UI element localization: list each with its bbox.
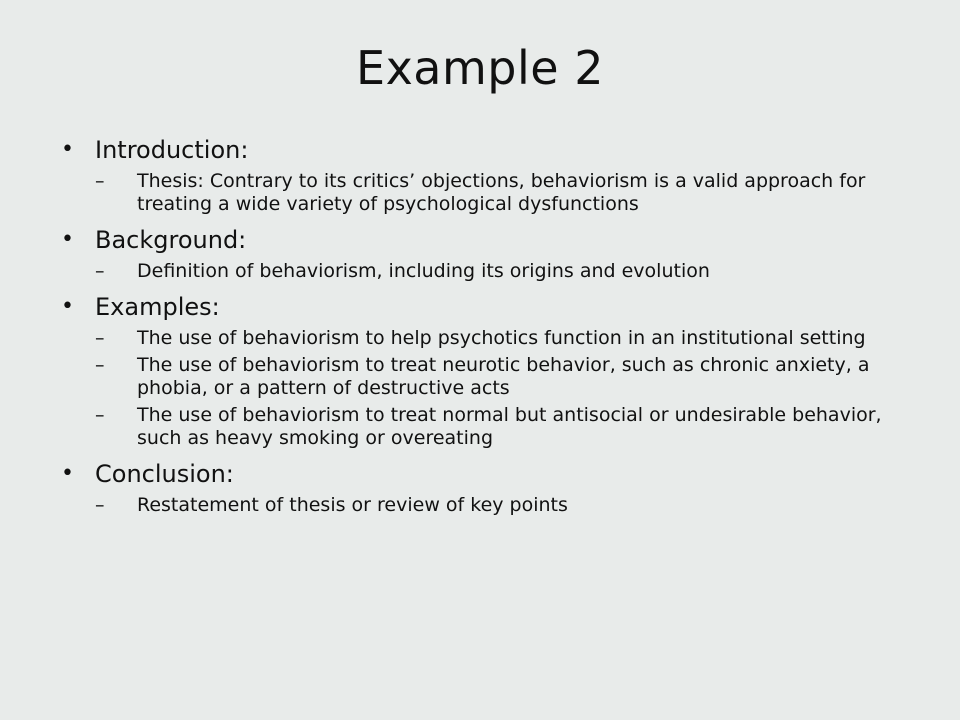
sub-item: [95, 404, 920, 450]
bullet-icon: •: [61, 227, 74, 252]
section-examples: [60, 289, 920, 450]
sub-item: [95, 327, 920, 350]
sub-item: [95, 170, 920, 216]
bullet-list: [60, 132, 920, 517]
section-heading: Conclusion:: [95, 460, 234, 488]
sub-item-text: The use of behaviorism to treat normal but antisocial or undesirable behavior, such as heavy smoking or overeating: [137, 404, 882, 449]
sub-item-text: The use of behaviorism to treat neurotic behavior, such as chronic anxiety, a phobia, or a pattern of destructive acts: [137, 354, 870, 399]
sub-list: [95, 494, 920, 517]
sub-item-text: Thesis: Contrary to its critics’ objections, behaviorism is a valid approach for treating a wide variety of psychological dysfunctions: [137, 170, 866, 215]
dash-icon: –: [95, 354, 105, 376]
dash-icon: –: [95, 260, 105, 282]
dash-icon: –: [95, 404, 105, 426]
section-introduction: [60, 132, 920, 216]
sub-list: [95, 327, 920, 450]
section-conclusion: [60, 456, 920, 517]
slide-body: [60, 132, 920, 523]
dash-icon: –: [95, 170, 105, 192]
sub-item: [95, 354, 920, 400]
bullet-icon: •: [61, 137, 74, 162]
sub-list: [95, 260, 920, 283]
sub-item-text: The use of behaviorism to help psychotics function in an institutional setting: [137, 327, 866, 349]
dash-icon: –: [95, 327, 105, 349]
section-heading: Examples:: [95, 293, 220, 321]
slide-title: Example 2: [356, 41, 604, 95]
sub-item-text: Restatement of thesis or review of key points: [137, 494, 568, 516]
sub-item: [95, 260, 920, 283]
dash-icon: –: [95, 494, 105, 516]
sub-item: [95, 494, 920, 517]
sub-list: [95, 170, 920, 216]
section-background: [60, 222, 920, 283]
bullet-icon: •: [61, 461, 74, 486]
sub-item-text: Definition of behaviorism, including its origins and evolution: [137, 260, 710, 282]
section-heading: Introduction:: [95, 136, 249, 164]
bullet-icon: •: [61, 294, 74, 319]
section-heading: Background:: [95, 226, 247, 254]
